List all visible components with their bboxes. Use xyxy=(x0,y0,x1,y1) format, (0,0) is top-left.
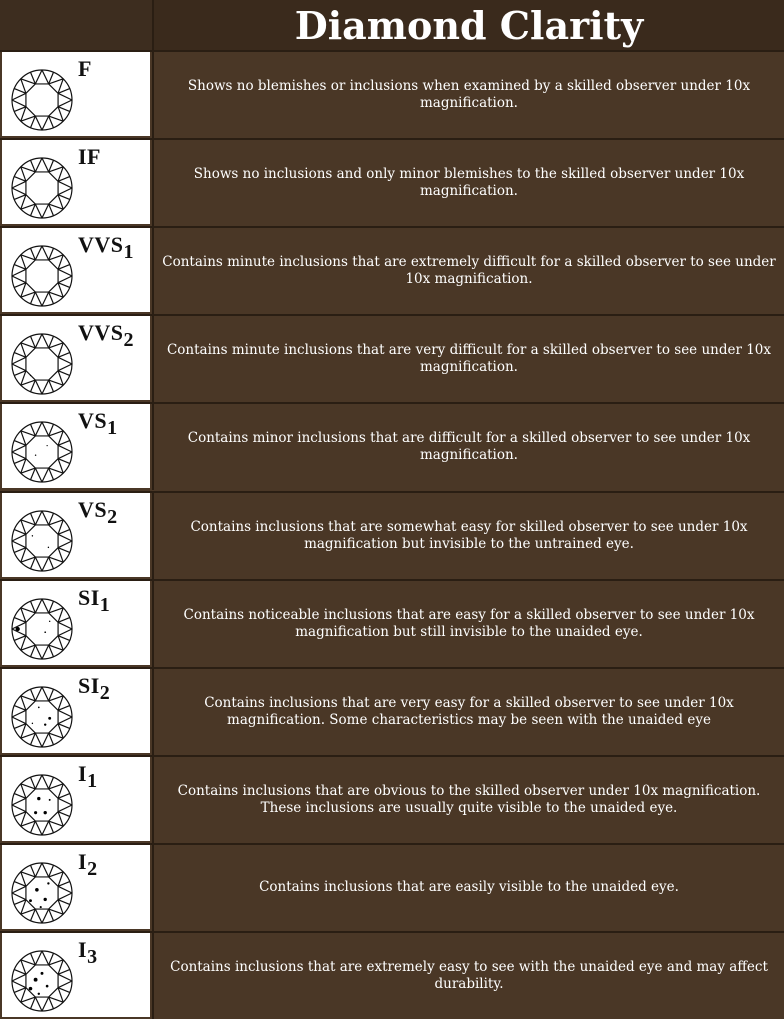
inclusion-dot xyxy=(44,811,47,814)
diamond-diagram-icon xyxy=(10,949,74,1013)
grade-description: Contains minute inclusions that are very difficult for a skilled observer to see under 10x magnification. xyxy=(152,316,784,402)
inclusion-dot xyxy=(41,972,44,975)
grade-base: IF xyxy=(78,144,101,170)
grade-description: Shows no blemishes or inclusions when examined by a skilled observer under 10x magnification. xyxy=(152,52,784,138)
grade-label xyxy=(78,585,110,617)
inclusion-dot xyxy=(30,375,31,376)
grade-subscript: 1 xyxy=(107,417,118,440)
grade-description: Contains inclusions that are obvious to the skilled observer under 10x magnification. These inclusions are usually quite visible to the unaided eye. xyxy=(152,757,784,843)
grade-description: Contains noticeable inclusions that are easy for a skilled observer to see under 10x magnification but still invisible to the unaided eye. xyxy=(152,581,784,667)
grade-subscript: 2 xyxy=(99,681,111,704)
diamond-diagram-icon xyxy=(10,773,74,837)
clarity-row xyxy=(0,843,784,931)
grade-base: SI xyxy=(78,672,100,698)
grade-subscript: 2 xyxy=(87,857,98,880)
grade-description: Contains inclusions that are easily visible to the unaided eye. xyxy=(152,845,784,931)
diamond-diagram-icon xyxy=(10,332,74,396)
inclusion-dot xyxy=(16,626,20,630)
grade-label xyxy=(78,56,92,82)
diamond-diagram-icon xyxy=(10,685,74,749)
inclusion-dot xyxy=(48,717,51,720)
clarity-row xyxy=(0,50,784,138)
inclusion-dot xyxy=(34,978,38,982)
grade-description: Contains inclusions that are extremely easy to see with the unaided eye and may affect durability. xyxy=(152,933,784,1019)
grade-base: I xyxy=(78,848,88,874)
diagram-cell xyxy=(2,669,150,753)
grade-description: Contains inclusions that are very easy for a skilled observer to see under 10x magnification. Some characteristics may be seen with the unaided eye xyxy=(152,669,784,755)
inclusion-dot xyxy=(35,455,36,456)
grade-label xyxy=(78,761,98,793)
grade-base: VS xyxy=(78,408,108,434)
grade-base: I xyxy=(78,937,88,962)
clarity-row xyxy=(0,491,784,579)
diagram-cell xyxy=(2,404,150,488)
grade-base: I xyxy=(78,760,88,786)
clarity-row xyxy=(0,138,784,226)
grade-subscript: 1 xyxy=(123,241,135,264)
grade-label xyxy=(78,937,98,969)
diagram-cell xyxy=(2,493,150,577)
inclusion-dot xyxy=(32,722,33,723)
diagram-cell xyxy=(2,757,150,841)
grade-subscript: 2 xyxy=(123,329,135,352)
diamond-diagram-icon xyxy=(10,68,74,132)
grade-base: VVS xyxy=(78,320,124,346)
diamond-diagram-icon xyxy=(10,420,74,484)
grade-base: F xyxy=(78,56,92,81)
diamond-diagram-icon xyxy=(10,156,74,220)
grade-label xyxy=(78,849,98,881)
grade-label xyxy=(78,497,118,529)
grade-subscript: 1 xyxy=(87,769,98,792)
inclusion-dot xyxy=(44,898,47,901)
inclusion-dot xyxy=(34,811,37,814)
grade-description: Shows no inclusions and only minor blemishes to the skilled observer under 10x magnification. xyxy=(152,140,784,226)
grade-subscript: 3 xyxy=(87,946,98,968)
chart-title: Diamond Clarity xyxy=(294,3,644,48)
diamond-diagram-icon xyxy=(10,244,74,308)
diamond-diagram-icon xyxy=(10,509,74,573)
inclusion-dot xyxy=(38,706,40,708)
grade-label xyxy=(78,320,134,352)
clarity-row xyxy=(0,314,784,402)
inclusion-dot xyxy=(40,906,42,908)
inclusion-dot xyxy=(32,535,33,536)
grade-description: Contains inclusions that are somewhat easy for skilled observer to see under 10x magnification but invisible to the untrained eye. xyxy=(152,493,784,579)
inclusion-dot xyxy=(29,987,33,991)
diagram-cell xyxy=(2,140,150,224)
inclusion-dot xyxy=(38,993,40,995)
diagram-cell xyxy=(2,228,150,312)
clarity-row xyxy=(0,667,784,755)
grade-subscript: 2 xyxy=(107,505,118,528)
inclusion-dot xyxy=(47,445,48,446)
inclusion-dot xyxy=(49,620,50,621)
grade-label xyxy=(78,232,134,264)
inclusion-dot xyxy=(35,888,39,892)
diamond-diagram-icon xyxy=(10,597,74,661)
diagram-cell xyxy=(2,52,150,136)
inclusion-dot xyxy=(44,723,46,725)
diagram-cell xyxy=(2,933,150,1017)
diagram-cell xyxy=(2,316,150,400)
inclusion-dot xyxy=(37,797,40,800)
grade-description: Contains minute inclusions that are extremely difficult for a skilled observer to see under 10x magnification. xyxy=(152,228,784,314)
inclusion-dot xyxy=(44,631,46,633)
inclusion-dot xyxy=(47,882,49,884)
header xyxy=(0,0,784,50)
grade-label xyxy=(78,673,110,705)
clarity-row xyxy=(0,931,784,1019)
inclusion-dot xyxy=(46,985,49,988)
header-spacer xyxy=(0,0,154,50)
grade-base: VVS xyxy=(78,232,124,258)
inclusion-dot xyxy=(48,546,49,547)
grade-base: SI xyxy=(78,584,100,610)
clarity-row xyxy=(0,579,784,667)
clarity-row xyxy=(0,402,784,490)
grade-base: VS xyxy=(78,496,108,522)
grade-subscript: 1 xyxy=(99,593,111,616)
grade-label xyxy=(78,408,118,440)
inclusion-dot xyxy=(29,899,32,902)
diamond-diagram-icon xyxy=(10,861,74,925)
grade-label xyxy=(78,144,101,170)
diagram-cell xyxy=(2,581,150,665)
grade-description: Contains minor inclusions that are difficult for a skilled observer to see under 10x magnification. xyxy=(152,404,784,490)
diagram-cell xyxy=(2,845,150,929)
inclusion-dot xyxy=(49,799,51,801)
clarity-row xyxy=(0,226,784,314)
clarity-row xyxy=(0,755,784,843)
